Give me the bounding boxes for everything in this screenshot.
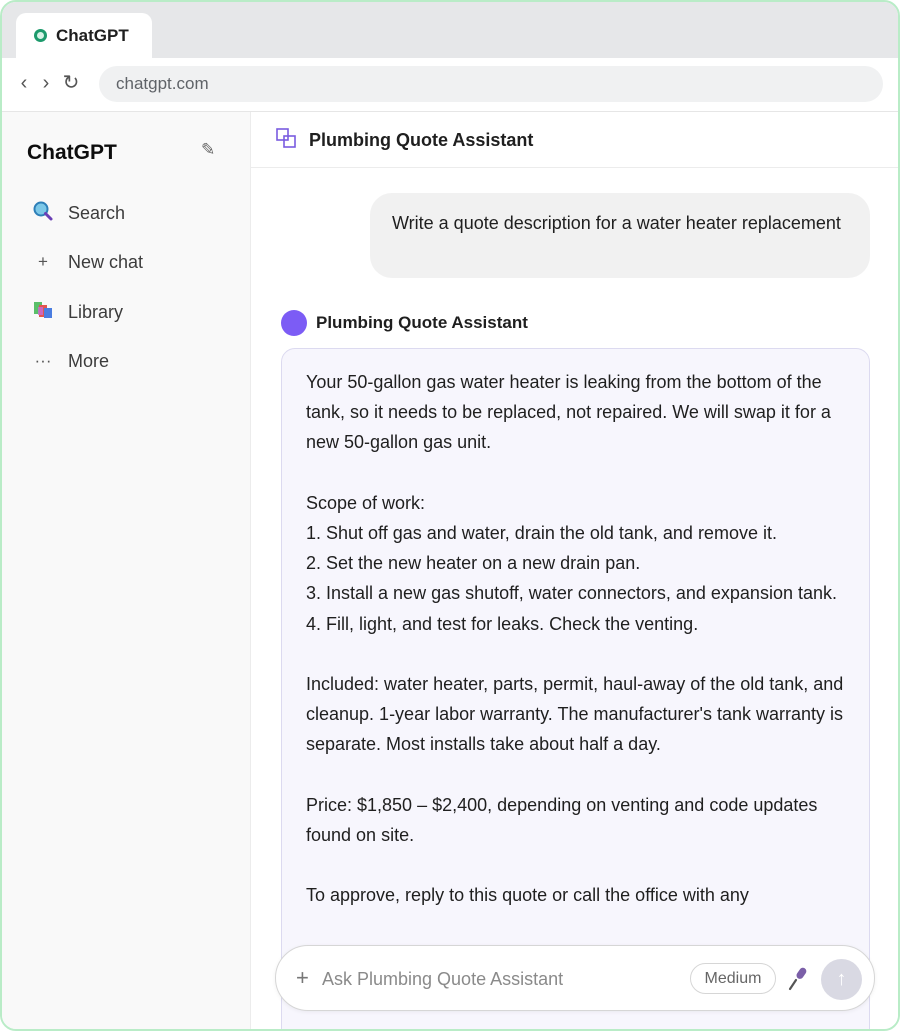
message-paragraph: 2. Set the new heater on a new drain pan. [306,553,641,574]
chat-header [251,112,900,168]
user-message: Write a quote description for a water heater replacement [370,193,870,278]
assistant-header [281,310,528,336]
message-paragraph: 3. Install a new gas shutoff, water connectors, and expansion tank. [306,583,837,604]
address-bar [2,58,898,112]
sidebar-title: ChatGPT [27,141,117,164]
assistant-name: Plumbing Quote Assistant [316,313,528,332]
sidebar-item-label: New chat [68,251,144,272]
microphone-icon[interactable] [787,964,809,994]
message-paragraph: 1. Shut off gas and water, drain the old tank, and remove it. [306,523,777,543]
send-button[interactable]: ↑ [821,959,862,1000]
message-paragraph: Your 50-gallon gas water heater is leaking from the bottom of the tank, so it needs to be replaced, not repaired. We will swap it for a new 50-gallon gas unit. [306,372,831,453]
sidebar-item-label: Search [68,202,126,223]
gpt-title[interactable]: Plumbing Quote Assistant [309,130,534,150]
sidebar-item-new-chat[interactable] [32,247,143,277]
message-paragraph: Included: water heater, parts, permit, haul-away of the old tank, and cleanup. 1-year labor warranty. The manufacturer's tank warranty is separate. Most installs take about half a day. [306,674,844,755]
sidebar [2,112,251,1031]
more-icon: ··· [34,351,52,370]
message-paragraph: Price: $1,850 – $2,400, depending on venting and code updates found on site. [306,794,818,845]
attach-plus-icon[interactable]: + [296,965,309,990]
plus-icon: + [38,252,48,271]
search-icon [32,200,54,227]
sidebar-item-label: Library [68,301,124,322]
sidebar-item-label: More [68,350,110,371]
chatgpt-favicon-icon [34,29,47,42]
message-paragraph: Scope of work: [306,492,426,513]
sidebar-item-more[interactable] [32,346,109,376]
composer [275,945,875,1011]
chat-main [251,112,900,1031]
assistant-message [281,348,870,1031]
browser-tab[interactable] [16,13,152,58]
message-input[interactable] [322,962,682,996]
library-icon [32,299,54,326]
tab-title: ChatGPT [56,25,129,45]
forward-icon[interactable]: › [42,72,50,94]
model-selector-button[interactable]: Medium [690,963,776,994]
reload-icon[interactable]: ↻ [62,72,80,94]
back-icon[interactable]: ‹ [20,72,28,94]
url-field[interactable]: chatgpt.com [99,66,883,102]
gpt-icon [276,128,296,148]
message-paragraph: To approve, reply to this quote or call the office with any [306,885,749,906]
message-paragraph: 4. Fill, light, and test for leaks. Check the venting. [306,613,699,634]
tab-strip [2,2,898,58]
new-chat-edit-icon[interactable]: ✎ [201,140,216,159]
sidebar-item-search[interactable] [32,198,125,228]
sidebar-item-library[interactable] [32,297,123,327]
avatar [281,310,307,336]
